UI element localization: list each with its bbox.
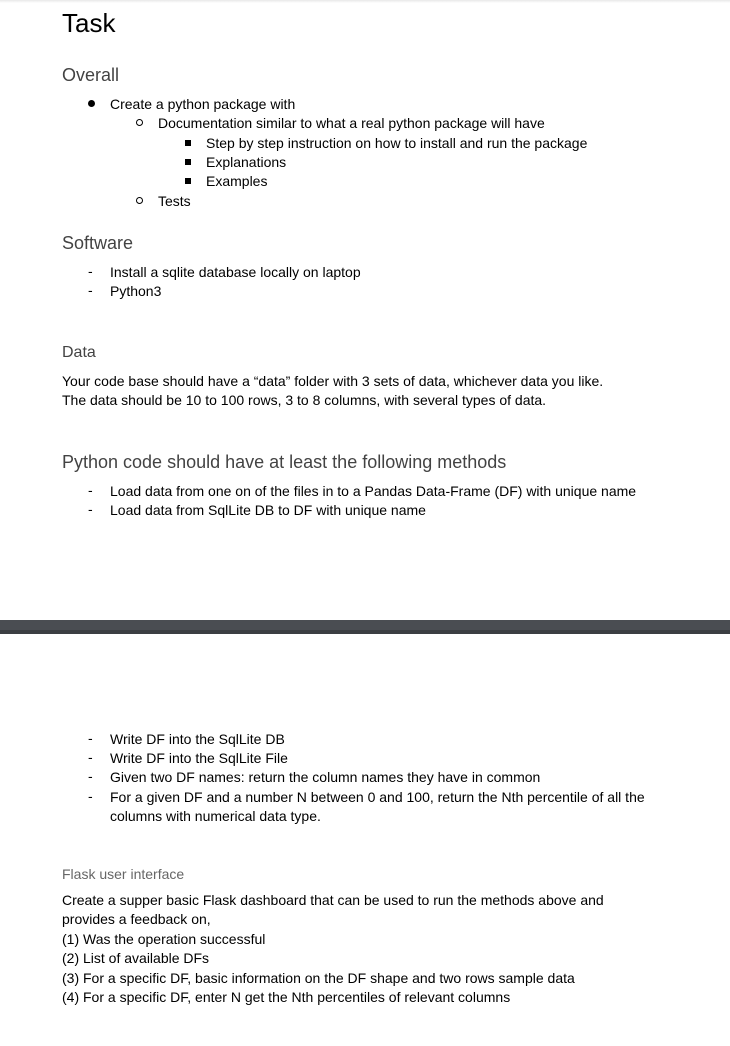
dash-bullet: - — [88, 768, 93, 784]
square-bullet — [185, 140, 191, 146]
flask-paragraph-line: (2) List of available DFs — [62, 950, 210, 966]
software-heading: Software — [62, 233, 134, 253]
flask-paragraph-line: Create a supper basic Flask dashboard that can be used to run the methods above and — [62, 892, 604, 908]
page-top-shadow — [0, 0, 730, 3]
method-item: For a given DF and a number N between 0 and 100, return the Nth percentile of all the — [110, 789, 645, 805]
flask-paragraph-line: (4) For a specific DF, enter N get the Nth percentiles of relevant columns — [62, 989, 511, 1005]
overall-item: Create a python package with — [110, 96, 296, 112]
disc-bullet — [88, 100, 95, 107]
flask-paragraph-line: (1) Was the operation successful — [62, 931, 266, 947]
dash-bullet: - — [88, 501, 93, 517]
circle-bullet — [136, 197, 143, 204]
python-methods-heading: Python code should have at least the following methods — [62, 452, 507, 472]
data-heading: Data — [62, 344, 96, 361]
method-item: Write DF into the SqlLite File — [110, 750, 288, 766]
dash-bullet: - — [88, 282, 93, 298]
data-paragraph-line: Your code base should have a “data” folder with 3 sets of data, whichever data you like. — [62, 373, 604, 389]
doc-item: Examples — [206, 173, 268, 189]
document-page-2 — [0, 634, 730, 1046]
doc-item: Explanations — [206, 154, 287, 170]
overall-heading: Overall — [62, 65, 120, 85]
flask-paragraph-line: (3) For a specific DF, basic information on the DF shape and two rows sample data — [62, 970, 575, 986]
python-method-item: Load data from one on of the files in to a Pandas Data-Frame (DF) with unique name — [110, 483, 637, 499]
circle-bullet — [136, 119, 143, 126]
software-item: Python3 — [110, 283, 162, 299]
python-method-item: Load data from SqlLite DB to DF with unique name — [110, 502, 426, 518]
method-item: Write DF into the SqlLite DB — [110, 731, 285, 747]
software-item: Install a sqlite database locally on laptop — [110, 264, 361, 280]
data-paragraph-line: The data should be 10 to 100 rows, 3 to 8 columns, with several types of data. — [62, 392, 547, 408]
method-item-continuation: columns with numerical data type. — [110, 808, 321, 824]
page-break-divider — [0, 620, 730, 634]
method-item: Given two DF names: return the column names they have in common — [110, 769, 541, 785]
dash-bullet: - — [88, 730, 93, 746]
overall-sub-tests: Tests — [158, 193, 191, 209]
square-bullet — [185, 159, 191, 165]
doc-item: Step by step instruction on how to install and run the package — [206, 135, 588, 151]
dash-bullet: - — [88, 482, 93, 498]
flask-paragraph-line: provides a feedback on, — [62, 911, 211, 927]
dash-bullet: - — [88, 788, 93, 804]
dash-bullet: - — [88, 749, 93, 765]
overall-sub-documentation: Documentation similar to what a real python package will have — [158, 115, 545, 131]
page-title: Task — [62, 8, 116, 38]
dash-bullet: - — [88, 263, 93, 279]
flask-heading: Flask user interface — [62, 866, 185, 882]
square-bullet — [185, 178, 191, 184]
